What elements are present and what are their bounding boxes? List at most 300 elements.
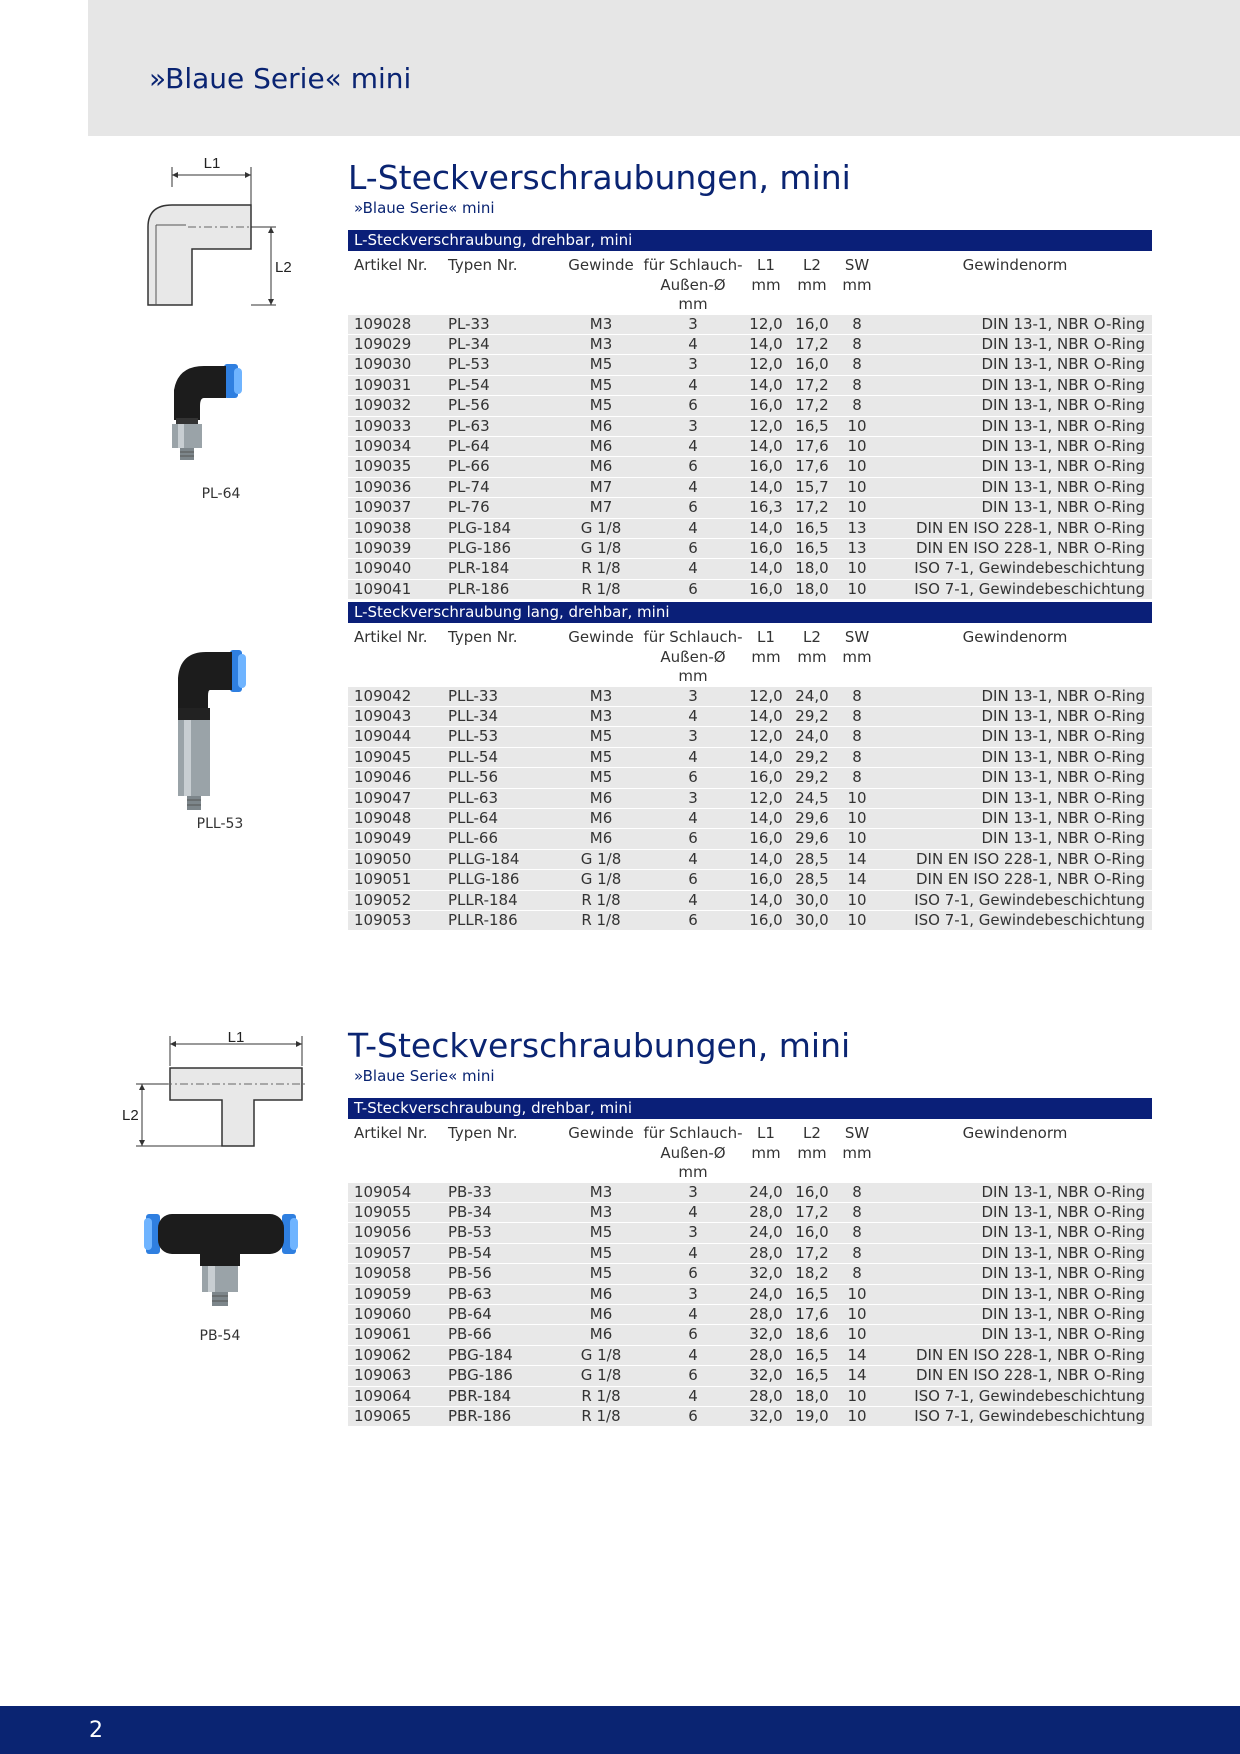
schlauch-cell: 4	[688, 477, 698, 496]
gewindenorm-cell: DIN 13-1, NBR O-Ring	[981, 808, 1145, 827]
l1-cell: 28,0	[749, 1386, 783, 1405]
sw-cell: 10	[847, 498, 867, 517]
col-l2: L2 mm	[797, 1124, 827, 1162]
l2-cell: 17,2	[795, 1243, 829, 1262]
table-row	[348, 538, 1152, 558]
l2-cell: 16,5	[795, 416, 829, 435]
schlauch-cell: 4	[688, 1243, 698, 1262]
col-gewindenorm: Gewindenorm	[962, 256, 1068, 274]
l2-cell: 24,0	[795, 727, 829, 746]
artikel-nr-cell: 109031	[354, 375, 412, 394]
table-row	[348, 355, 1152, 375]
table-row	[348, 768, 1152, 788]
schlauch-cell: 3	[688, 314, 698, 333]
schlauch-cell: 4	[688, 518, 698, 537]
typen-nr-cell: PBG-186	[448, 1366, 513, 1385]
l-table-2-grid	[348, 623, 1152, 931]
gewindenorm-cell: DIN 13-1, NBR O-Ring	[981, 1264, 1145, 1283]
typen-nr-cell: PB-54	[448, 1243, 492, 1262]
sw-cell: 8	[852, 1202, 862, 1221]
table-row	[348, 727, 1152, 747]
table-header-row	[348, 251, 1152, 315]
l2-cell: 17,2	[795, 375, 829, 394]
gewinde-cell: M3	[589, 334, 613, 353]
l2-cell: 29,2	[795, 768, 829, 787]
col-l2: L2 mm	[797, 628, 827, 666]
l1-cell: 28,0	[749, 1243, 783, 1262]
sw-cell: 14	[847, 1366, 867, 1385]
gewindenorm-cell: DIN 13-1, NBR O-Ring	[981, 686, 1145, 705]
schlauch-cell: 4	[688, 747, 698, 766]
col-schlauch: für Schlauch- Außen-Ø mm	[643, 628, 743, 685]
gewindenorm-cell: DIN 13-1, NBR O-Ring	[981, 1182, 1145, 1201]
gewinde-cell: M3	[589, 706, 613, 725]
l2-cell: 15,7	[795, 477, 829, 496]
l1-cell: 16,3	[749, 498, 783, 517]
schlauch-cell: 6	[688, 579, 698, 598]
l2-cell: 18,0	[795, 579, 829, 598]
l-table-1	[348, 230, 1152, 600]
typen-nr-cell: PB-66	[448, 1325, 492, 1344]
gewindenorm-cell: DIN 13-1, NBR O-Ring	[981, 768, 1145, 787]
t-drawing-l1-label: L1	[227, 1029, 245, 1046]
sw-cell: 8	[852, 1243, 862, 1262]
header-band	[88, 0, 1240, 136]
typen-nr-cell: PL-76	[448, 498, 490, 517]
gewinde-cell: M6	[589, 416, 613, 435]
gewindenorm-cell: DIN 13-1, NBR O-Ring	[981, 1243, 1145, 1262]
sw-cell: 8	[852, 396, 862, 415]
gewindenorm-cell: DIN EN ISO 228-1, NBR O-Ring	[915, 849, 1145, 868]
sw-cell: 8	[852, 375, 862, 394]
sw-cell: 8	[852, 314, 862, 333]
l2-cell: 18,6	[795, 1325, 829, 1344]
table-row	[348, 1284, 1152, 1304]
schlauch-cell: 6	[688, 1264, 698, 1283]
pll-53-caption: PLL-53	[196, 816, 244, 832]
table-row	[348, 870, 1152, 890]
gewinde-cell: M5	[589, 747, 613, 766]
schlauch-cell: 3	[688, 355, 698, 374]
artikel-nr-cell: 109046	[354, 768, 412, 787]
artikel-nr-cell: 109037	[354, 498, 412, 517]
schlauch-cell: 6	[688, 1325, 698, 1344]
artikel-nr-cell: 109050	[354, 849, 412, 868]
l2-cell: 17,2	[795, 498, 829, 517]
gewinde-cell: M6	[589, 1284, 613, 1303]
gewindenorm-cell: DIN 13-1, NBR O-Ring	[981, 747, 1145, 766]
artikel-nr-cell: 109052	[354, 890, 412, 909]
artikel-nr-cell: 109040	[354, 559, 412, 578]
artikel-nr-cell: 109035	[354, 457, 412, 476]
artikel-nr-cell: 109038	[354, 518, 412, 537]
gewinde-cell: M6	[589, 436, 613, 455]
artikel-nr-cell: 109049	[354, 829, 412, 848]
schlauch-cell: 4	[688, 1345, 698, 1364]
table-row	[348, 687, 1152, 707]
sw-cell: 8	[852, 1264, 862, 1283]
l-section-heading	[348, 160, 1152, 217]
l1-cell: 16,0	[749, 910, 783, 929]
schlauch-cell: 4	[688, 1304, 698, 1323]
table-row	[348, 910, 1152, 930]
gewindenorm-cell: DIN 13-1, NBR O-Ring	[981, 477, 1145, 496]
l2-cell: 29,2	[795, 706, 829, 725]
l2-cell: 28,5	[795, 849, 829, 868]
gewindenorm-cell: DIN 13-1, NBR O-Ring	[981, 829, 1145, 848]
l2-cell: 17,6	[795, 436, 829, 455]
table-row	[348, 375, 1152, 395]
l-table-1-title: L-Steckverschraubung, drehbar, mini	[348, 230, 1152, 251]
typen-nr-cell: PLL-64	[448, 808, 498, 827]
sw-cell: 8	[852, 1223, 862, 1242]
typen-nr-cell: PLL-34	[448, 706, 498, 725]
artikel-nr-cell: 109056	[354, 1223, 412, 1242]
table-row	[348, 706, 1152, 726]
col-gewindenorm: Gewindenorm	[962, 628, 1068, 646]
col-typen: Typen Nr.	[448, 628, 518, 646]
table-row	[348, 1366, 1152, 1386]
col-l2: L2 mm	[797, 256, 827, 294]
sw-cell: 14	[847, 1345, 867, 1364]
gewinde-cell: M3	[589, 686, 613, 705]
l1-cell: 14,0	[749, 375, 783, 394]
table-row	[348, 1183, 1152, 1203]
l-table-1-grid	[348, 251, 1152, 600]
typen-nr-cell: PLLG-184	[448, 849, 520, 868]
gewindenorm-cell: ISO 7-1, Gewindebeschichtung	[914, 579, 1145, 598]
gewinde-cell: M5	[589, 396, 613, 415]
schlauch-cell: 6	[688, 396, 698, 415]
l2-cell: 24,5	[795, 788, 829, 807]
sw-cell: 10	[847, 477, 867, 496]
l1-cell: 14,0	[749, 334, 783, 353]
typen-nr-cell: PLL-66	[448, 829, 498, 848]
col-gewinde: Gewinde	[568, 256, 634, 274]
t-section-heading	[348, 1028, 1152, 1085]
artikel-nr-cell: 109054	[354, 1182, 412, 1201]
typen-nr-cell: PLL-53	[448, 727, 498, 746]
col-schlauch: für Schlauch- Außen-Ø mm	[643, 256, 743, 313]
gewinde-cell: M5	[589, 355, 613, 374]
col-sw: SW mm	[842, 628, 872, 666]
pb-54-photo	[146, 1208, 296, 1320]
l1-cell: 12,0	[749, 727, 783, 746]
gewinde-cell: M5	[589, 768, 613, 787]
typen-nr-cell: PBR-186	[448, 1406, 512, 1425]
l1-cell: 14,0	[749, 808, 783, 827]
typen-nr-cell: PLL-56	[448, 768, 498, 787]
gewindenorm-cell: DIN EN ISO 228-1, NBR O-Ring	[915, 518, 1145, 537]
sw-cell: 10	[847, 457, 867, 476]
sw-cell: 8	[852, 686, 862, 705]
gewinde-cell: R 1/8	[581, 579, 621, 598]
sw-cell: 10	[847, 579, 867, 598]
gewinde-cell: G 1/8	[580, 870, 622, 889]
artikel-nr-cell: 109065	[354, 1406, 412, 1425]
table-row	[348, 1202, 1152, 1222]
gewinde-cell: G 1/8	[580, 1366, 622, 1385]
l1-cell: 32,0	[749, 1406, 783, 1425]
table-row	[348, 559, 1152, 579]
t-drawing-l2-label: L2	[122, 1107, 139, 1124]
col-schlauch: für Schlauch- Außen-Ø mm	[643, 1124, 743, 1181]
schlauch-cell: 6	[688, 1366, 698, 1385]
artikel-nr-cell: 109061	[354, 1325, 412, 1344]
t-table-1-title: T-Steckverschraubung, drehbar, mini	[348, 1098, 1152, 1119]
schlauch-cell: 6	[688, 910, 698, 929]
l1-cell: 16,0	[749, 870, 783, 889]
table-header-row	[348, 1119, 1152, 1183]
schlauch-cell: 3	[688, 1182, 698, 1201]
l1-cell: 16,0	[749, 538, 783, 557]
t-fitting-drawing	[122, 1028, 308, 1158]
gewindenorm-cell: DIN 13-1, NBR O-Ring	[981, 436, 1145, 455]
l1-cell: 28,0	[749, 1304, 783, 1323]
l2-cell: 28,5	[795, 870, 829, 889]
gewinde-cell: M3	[589, 314, 613, 333]
artikel-nr-cell: 109053	[354, 910, 412, 929]
table-row	[348, 1406, 1152, 1426]
l1-cell: 32,0	[749, 1264, 783, 1283]
gewindenorm-cell: DIN 13-1, NBR O-Ring	[981, 314, 1145, 333]
typen-nr-cell: PL-53	[448, 355, 490, 374]
l-table-2-title: L-Steckverschraubung lang, drehbar, mini	[348, 602, 1152, 623]
l2-cell: 18,0	[795, 1386, 829, 1405]
typen-nr-cell: PLLR-184	[448, 890, 518, 909]
gewinde-cell: G 1/8	[580, 849, 622, 868]
t-section-title: T-Steckverschraubungen, mini	[348, 1026, 851, 1065]
gewinde-cell: M6	[589, 457, 613, 476]
l2-cell: 29,6	[795, 808, 829, 827]
schlauch-cell: 6	[688, 538, 698, 557]
schlauch-cell: 4	[688, 706, 698, 725]
table-row	[348, 436, 1152, 456]
l1-cell: 14,0	[749, 518, 783, 537]
sw-cell: 10	[847, 890, 867, 909]
gewindenorm-cell: DIN EN ISO 228-1, NBR O-Ring	[915, 1345, 1145, 1364]
col-gewinde: Gewinde	[568, 1124, 634, 1142]
sw-cell: 8	[852, 727, 862, 746]
gewindenorm-cell: DIN 13-1, NBR O-Ring	[981, 355, 1145, 374]
gewinde-cell: M5	[589, 1223, 613, 1242]
l1-cell: 14,0	[749, 747, 783, 766]
sw-cell: 8	[852, 355, 862, 374]
artikel-nr-cell: 109030	[354, 355, 412, 374]
l2-cell: 16,0	[795, 355, 829, 374]
sw-cell: 10	[847, 808, 867, 827]
l1-cell: 14,0	[749, 890, 783, 909]
artikel-nr-cell: 109060	[354, 1304, 412, 1323]
l1-cell: 16,0	[749, 579, 783, 598]
gewinde-cell: R 1/8	[581, 1386, 621, 1405]
l1-cell: 16,0	[749, 396, 783, 415]
col-sw: SW mm	[842, 1124, 872, 1162]
t-table-1	[348, 1098, 1152, 1427]
typen-nr-cell: PLG-186	[448, 538, 512, 557]
t-section-subtitle: »Blaue Serie« mini	[354, 1067, 495, 1085]
l1-cell: 24,0	[749, 1284, 783, 1303]
gewindenorm-cell: DIN 13-1, NBR O-Ring	[981, 396, 1145, 415]
artikel-nr-cell: 109045	[354, 747, 412, 766]
sw-cell: 13	[847, 538, 867, 557]
col-gewindenorm: Gewindenorm	[962, 1124, 1068, 1142]
typen-nr-cell: PLR-186	[448, 579, 510, 598]
typen-nr-cell: PBG-184	[448, 1345, 513, 1364]
l2-cell: 19,0	[795, 1406, 829, 1425]
sw-cell: 8	[852, 334, 862, 353]
table-row	[348, 1345, 1152, 1365]
l1-cell: 16,0	[749, 457, 783, 476]
sw-cell: 8	[852, 747, 862, 766]
l2-cell: 16,5	[795, 1284, 829, 1303]
schlauch-cell: 4	[688, 436, 698, 455]
schlauch-cell: 4	[688, 559, 698, 578]
typen-nr-cell: PL-63	[448, 416, 490, 435]
schlauch-cell: 3	[688, 788, 698, 807]
table-row	[348, 1243, 1152, 1263]
typen-nr-cell: PL-66	[448, 457, 490, 476]
sw-cell: 14	[847, 870, 867, 889]
gewinde-cell: M5	[589, 1264, 613, 1283]
gewinde-cell: M5	[589, 375, 613, 394]
l1-cell: 16,0	[749, 768, 783, 787]
typen-nr-cell: PLR-184	[448, 559, 510, 578]
artikel-nr-cell: 109042	[354, 686, 412, 705]
gewinde-cell: R 1/8	[581, 890, 621, 909]
l-fitting-drawing	[128, 155, 308, 315]
page-footer	[0, 1706, 1240, 1754]
l2-cell: 18,2	[795, 1264, 829, 1283]
schlauch-cell: 4	[688, 808, 698, 827]
col-typen: Typen Nr.	[448, 256, 518, 274]
table-row	[348, 518, 1152, 538]
gewinde-cell: R 1/8	[581, 910, 621, 929]
t-table-1-grid	[348, 1119, 1152, 1427]
gewinde-cell: M6	[589, 1304, 613, 1323]
l2-cell: 16,0	[795, 314, 829, 333]
l2-cell: 17,2	[795, 334, 829, 353]
typen-nr-cell: PB-64	[448, 1304, 492, 1323]
l2-cell: 30,0	[795, 890, 829, 909]
sw-cell: 10	[847, 436, 867, 455]
l1-cell: 14,0	[749, 559, 783, 578]
typen-nr-cell: PBR-184	[448, 1386, 512, 1405]
gewindenorm-cell: DIN 13-1, NBR O-Ring	[981, 416, 1145, 435]
gewinde-cell: R 1/8	[581, 559, 621, 578]
artikel-nr-cell: 109032	[354, 396, 412, 415]
table-row	[348, 1325, 1152, 1345]
artikel-nr-cell: 109057	[354, 1243, 412, 1262]
table-row	[348, 396, 1152, 416]
table-row	[348, 334, 1152, 354]
l2-cell: 29,6	[795, 829, 829, 848]
typen-nr-cell: PL-74	[448, 477, 490, 496]
pb-54-caption: PB-54	[199, 1328, 241, 1344]
sw-cell: 14	[847, 849, 867, 868]
col-l1: L1 mm	[751, 628, 781, 666]
typen-nr-cell: PL-33	[448, 314, 490, 333]
artikel-nr-cell: 109028	[354, 314, 412, 333]
sw-cell: 10	[847, 1284, 867, 1303]
schlauch-cell: 3	[688, 686, 698, 705]
artikel-nr-cell: 109064	[354, 1386, 412, 1405]
l2-cell: 16,5	[795, 538, 829, 557]
pl-64-photo	[164, 360, 274, 478]
schlauch-cell: 3	[688, 727, 698, 746]
artikel-nr-cell: 109055	[354, 1202, 412, 1221]
typen-nr-cell: PB-56	[448, 1264, 492, 1283]
col-sw: SW mm	[842, 256, 872, 294]
l1-cell: 12,0	[749, 416, 783, 435]
l1-cell: 32,0	[749, 1325, 783, 1344]
l1-cell: 14,0	[749, 706, 783, 725]
table-row	[348, 747, 1152, 767]
l2-cell: 17,2	[795, 396, 829, 415]
l1-cell: 14,0	[749, 849, 783, 868]
gewindenorm-cell: DIN 13-1, NBR O-Ring	[981, 498, 1145, 517]
schlauch-cell: 4	[688, 890, 698, 909]
typen-nr-cell: PLG-184	[448, 518, 512, 537]
gewinde-cell: M6	[589, 829, 613, 848]
typen-nr-cell: PL-64	[448, 436, 490, 455]
gewindenorm-cell: DIN 13-1, NBR O-Ring	[981, 727, 1145, 746]
col-l1: L1 mm	[751, 1124, 781, 1162]
typen-nr-cell: PL-54	[448, 375, 490, 394]
artikel-nr-cell: 109033	[354, 416, 412, 435]
gewindenorm-cell: DIN 13-1, NBR O-Ring	[981, 375, 1145, 394]
typen-nr-cell: PLL-33	[448, 686, 498, 705]
gewinde-cell: G 1/8	[580, 518, 622, 537]
gewindenorm-cell: DIN EN ISO 228-1, NBR O-Ring	[915, 1366, 1145, 1385]
l2-cell: 30,0	[795, 910, 829, 929]
l2-cell: 16,5	[795, 1366, 829, 1385]
table-row	[348, 1386, 1152, 1406]
l-drawing-l1-label: L1	[203, 155, 221, 172]
table-row	[348, 808, 1152, 828]
artikel-nr-cell: 109039	[354, 538, 412, 557]
sw-cell: 10	[847, 559, 867, 578]
schlauch-cell: 4	[688, 1202, 698, 1221]
schlauch-cell: 6	[688, 457, 698, 476]
schlauch-cell: 6	[688, 768, 698, 787]
l1-cell: 28,0	[749, 1345, 783, 1364]
gewinde-cell: M5	[589, 727, 613, 746]
l2-cell: 18,0	[795, 559, 829, 578]
typen-nr-cell: PB-34	[448, 1202, 492, 1221]
gewindenorm-cell: ISO 7-1, Gewindebeschichtung	[914, 559, 1145, 578]
sw-cell: 10	[847, 1304, 867, 1323]
artikel-nr-cell: 109063	[354, 1366, 412, 1385]
table-row	[348, 315, 1152, 335]
artikel-nr-cell: 109029	[354, 334, 412, 353]
l1-cell: 14,0	[749, 477, 783, 496]
col-typen: Typen Nr.	[448, 1124, 518, 1142]
sw-cell: 8	[852, 706, 862, 725]
l-section-title: L-Steckverschraubungen, mini	[348, 158, 851, 197]
artikel-nr-cell: 109062	[354, 1345, 412, 1364]
l-table-2	[348, 602, 1152, 931]
gewindenorm-cell: DIN 13-1, NBR O-Ring	[981, 1202, 1145, 1221]
artikel-nr-cell: 109041	[354, 579, 412, 598]
table-row	[348, 416, 1152, 436]
schlauch-cell: 6	[688, 1406, 698, 1425]
gewindenorm-cell: DIN 13-1, NBR O-Ring	[981, 788, 1145, 807]
sw-cell: 13	[847, 518, 867, 537]
typen-nr-cell: PLL-54	[448, 747, 498, 766]
schlauch-cell: 4	[688, 375, 698, 394]
gewindenorm-cell: DIN EN ISO 228-1, NBR O-Ring	[915, 538, 1145, 557]
